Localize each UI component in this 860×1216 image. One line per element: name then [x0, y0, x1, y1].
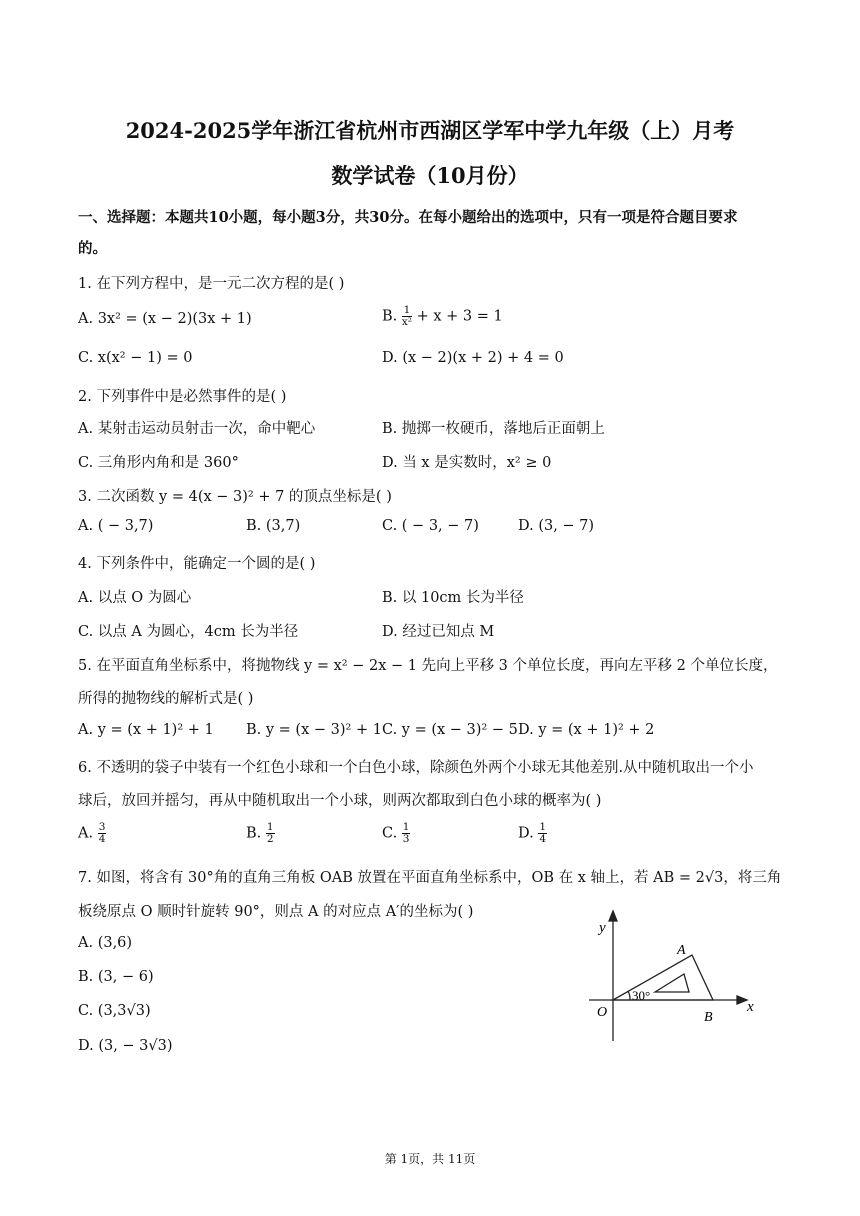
q6-option-d-prefix: D. — [518, 825, 534, 842]
section-instructions-cont: 的。 — [78, 240, 107, 257]
question-1-stem: 1. 在下列方程中，是一元二次方程的是( ) — [78, 276, 345, 292]
q7-option-a: A. (3,6) — [78, 935, 133, 951]
q1-option-b-numerator: 1 — [403, 304, 411, 316]
y-axis-arrow-icon — [609, 911, 617, 921]
q2-option-b: B. 抛掷一枚硬币，落地后正面朝上 — [382, 421, 605, 437]
q1-option-a: A. 3x² = (x − 2)(3x + 1) — [78, 311, 252, 327]
question-7-stem-cont: 板绕原点 O 顺时针旋转 90°，则点 A 的对应点 A′的坐标为( ) — [78, 904, 474, 920]
x-axis-arrow-icon — [737, 996, 747, 1004]
q2-option-d: D. 当 x 是实数时，x² ≥ 0 — [382, 455, 552, 471]
q4-option-c: C. 以点 A 为圆心，4cm 长为半径 — [78, 624, 299, 640]
q1-option-b — [382, 305, 503, 328]
q7-option-c: C. (3,3√3) — [78, 1003, 151, 1019]
label-angle-30: 30° — [632, 988, 651, 1003]
q7-triangle-figure — [585, 908, 765, 1048]
question-5-stem: 5. 在平面直角坐标系中，将抛物线 y = x² − 2x − 1 先向上平移 3 个单位长度，再向左平移 2 个单位长度， — [78, 658, 778, 674]
q2-option-a: A. 某射击运动员射击一次，命中靶心 — [78, 421, 316, 437]
q6-option-b — [246, 822, 275, 845]
q6-option-d-denominator: 4 — [539, 833, 547, 845]
q6-option-a-prefix: A. — [78, 825, 94, 842]
q3-option-c: C. ( − 3, − 7) — [382, 518, 479, 534]
label-point-o: O — [597, 1005, 608, 1020]
q3-option-d: D. (3, − 7) — [518, 518, 595, 534]
q6-option-a-fraction — [98, 822, 107, 845]
q6-option-b-numerator: 1 — [266, 821, 274, 833]
q2-option-c: C. 三角形内角和是 360° — [78, 455, 239, 471]
q6-option-a-numerator: 3 — [98, 821, 106, 833]
q5-option-a: A. y = (x + 1)² + 1 — [78, 722, 214, 738]
section-instructions: 一、选择题：本题共10小题，每小题3分，共30分。在每小题给出的选项中，只有一项是符合题目要求 — [78, 209, 738, 226]
q4-option-b: B. 以 10cm 长为半径 — [382, 590, 524, 606]
q3-option-a: A. ( − 3,7) — [78, 518, 154, 534]
triangle-oab — [613, 955, 713, 1000]
q6-option-c-denominator: 3 — [402, 833, 410, 845]
question-6-stem: 6. 不透明的袋子中装有一个红色小球和一个白色小球，除颜色外两个小球无其他差别.从中随机取出一个小 — [78, 760, 754, 776]
q4-option-d: D. 经过已知点 M — [382, 624, 495, 640]
q5-option-c: C. y = (x − 3)² − 5 — [382, 722, 518, 738]
question-7-stem: 7. 如图，将含有 30°角的直角三角板 OAB 放置在平面直角坐标系中，OB 在 x 轴上，若 AB = 2√3，将三角 — [78, 870, 782, 886]
q6-option-d-numerator: 1 — [539, 821, 547, 833]
question-6-stem-cont: 球后，放回并摇匀，再从中随机取出一个小球，则两次都取到白色小球的概率为( ) — [78, 793, 602, 809]
q6-option-c — [382, 822, 410, 845]
q1-option-c: C. x(x² − 1) = 0 — [78, 350, 193, 366]
question-5-stem-cont: 所得的抛物线的解析式是( ) — [78, 691, 254, 707]
label-point-a: A — [677, 943, 686, 958]
q6-option-b-denominator: 2 — [266, 833, 274, 845]
q6-option-a-denominator: 4 — [98, 833, 106, 845]
q1-option-b-denominator: x² — [401, 316, 413, 328]
q6-option-d-fraction — [538, 822, 547, 845]
q1-option-b-rest: + x + 3 = 1 — [416, 308, 503, 325]
exam-title-line2: 数学试卷（10月份） — [331, 163, 529, 188]
label-point-b: B — [704, 1010, 713, 1025]
q1-option-b-fraction — [402, 305, 412, 328]
q6-option-c-numerator: 1 — [402, 821, 410, 833]
question-3-stem: 3. 二次函数 y = 4(x − 3)² + 7 的顶点坐标是( ) — [78, 489, 392, 505]
label-y-axis: y — [599, 920, 606, 936]
q6-option-c-prefix: C. — [382, 825, 398, 842]
q6-option-a — [78, 822, 106, 845]
exam-title-line1: 2024-2025学年浙江省杭州市西湖区学军中学九年级（上）月考 — [125, 118, 735, 143]
q6-option-d — [518, 822, 547, 845]
label-x-axis: x — [747, 999, 754, 1015]
q1-option-d: D. (x − 2)(x + 2) + 4 = 0 — [382, 350, 564, 366]
q6-option-b-prefix: B. — [246, 825, 262, 842]
page-footer: 第 1页，共 11页 — [384, 1152, 476, 1166]
angle-arc — [628, 991, 630, 1000]
question-2-stem: 2. 下列事件中是必然事件的是( ) — [78, 389, 287, 405]
q4-option-a: A. 以点 O 为圆心 — [78, 590, 192, 606]
q6-option-b-fraction — [266, 822, 275, 845]
q1-option-b-prefix: B. — [382, 308, 398, 325]
q7-option-d: D. (3, − 3√3) — [78, 1038, 173, 1054]
q7-option-b: B. (3, − 6) — [78, 969, 154, 985]
q3-option-b: B. (3,7) — [246, 518, 301, 534]
question-4-stem: 4. 下列条件中，能确定一个圆的是( ) — [78, 556, 316, 572]
q6-option-c-fraction — [402, 822, 411, 845]
triangle-inner-cutout — [655, 974, 689, 992]
q5-option-b: B. y = (x − 3)² + 1 — [246, 722, 382, 738]
q5-option-d: D. y = (x + 1)² + 2 — [518, 722, 655, 738]
